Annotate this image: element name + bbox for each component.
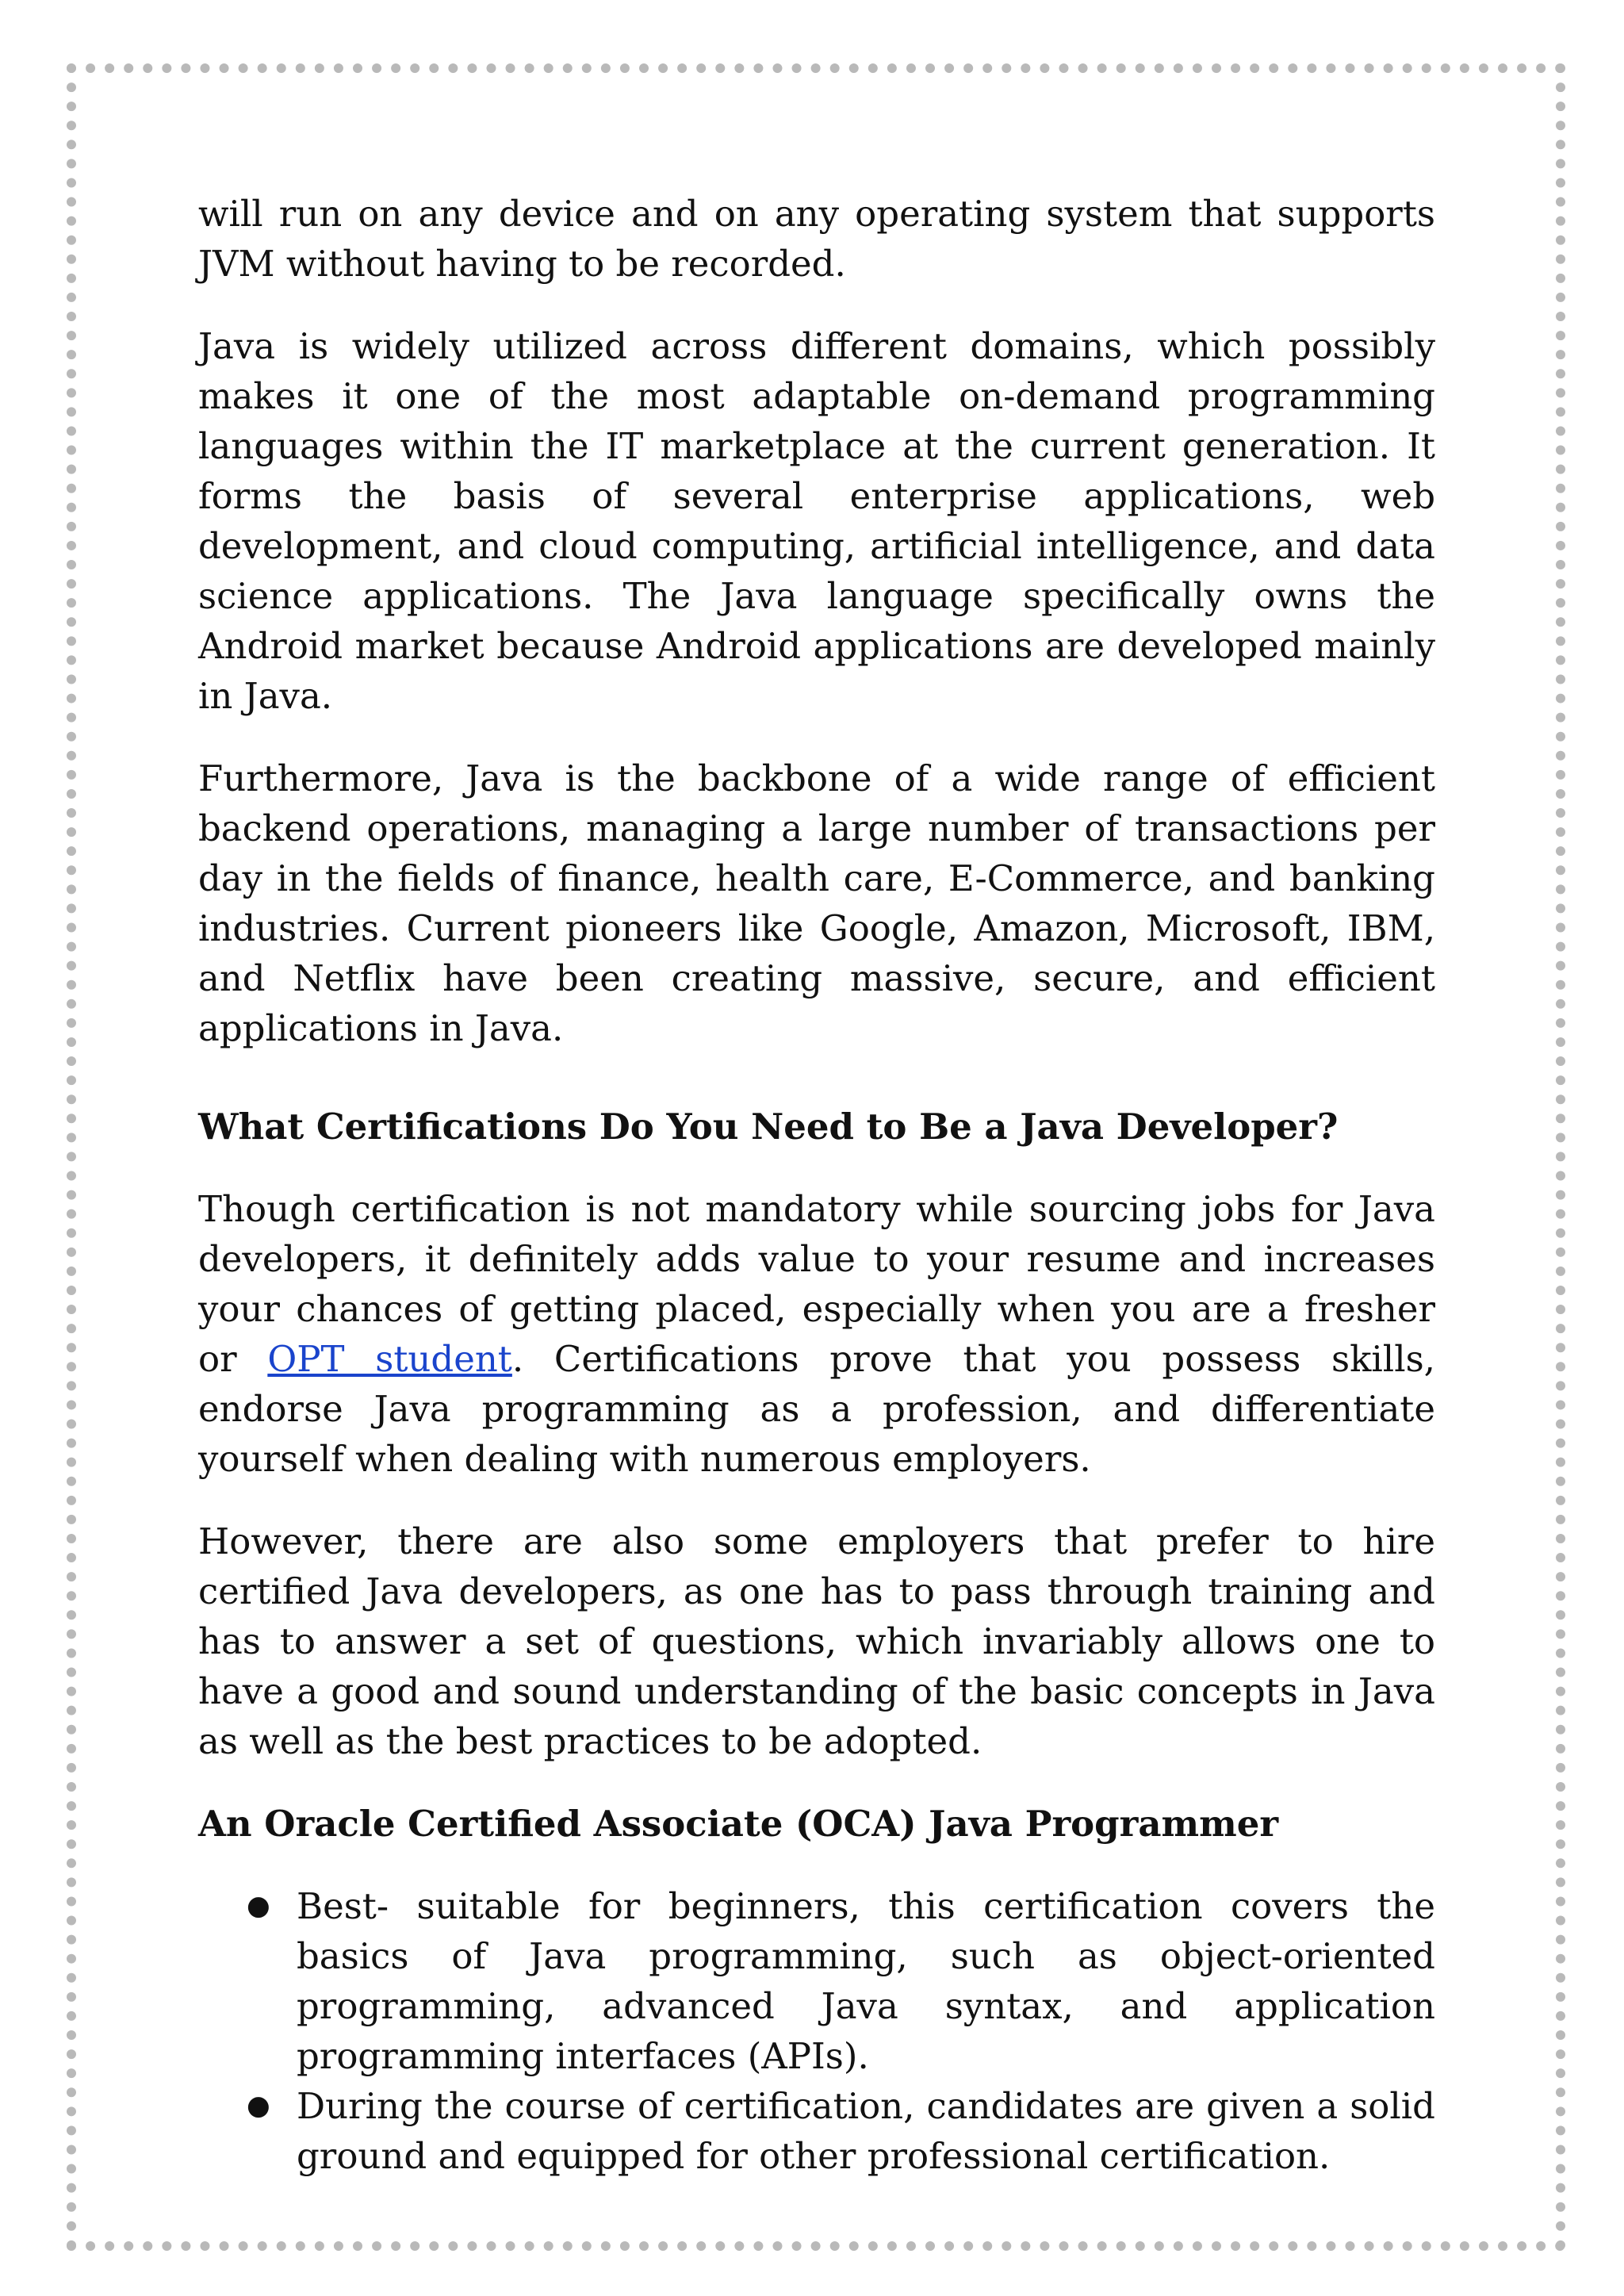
document-body	[198, 189, 1435, 2181]
paragraph-certification-text: Though certification is not mandatory while sourcing jobs for Java developers, it definitely adds value to your resume and increases your chances of getting placed, especially when you are a fresher or	[198, 1188, 1435, 1380]
paragraph-java-backend: Furthermore, Java is the backbone of a wide range of efficient backend operations, managing a large number of transactions per day in the fields of finance, health care, E-Commerce, and banking industries. Current pioneers like Google, Amazon, Microsoft, IBM, and Netflix have been creating massive, secure, and efficient applications in Java.	[198, 757, 1435, 1049]
paragraph-java-domains: Java is widely utilized across different domains, which possibly makes it one of the most adaptable on-demand programming languages within the IT marketplace at the current generation. It forms the basis of several enterprise applications, web development, and cloud computing, artificial intelligence, and data science applications. The Java language specifically owns the Android market because Android applications are developed mainly in Java.	[198, 325, 1435, 717]
opt-student-link[interactable]: OPT student	[267, 1338, 512, 1380]
oca-bullet-list	[198, 1881, 1435, 2181]
heading-oca: An Oracle Certified Associate (OCA) Java Programmer	[198, 1803, 1279, 1845]
oca-bullet-item: ● Best- suitable for beginners, this certification covers the basics of Java programming, such as object-oriented programming, advanced Java syntax, and application programming interfaces (APIs).	[297, 1881, 1435, 2081]
paragraph-certification-value	[198, 1184, 1435, 1484]
heading-certifications: What Certifications Do You Need to Be a Java Developer?	[198, 1106, 1339, 1148]
oca-bullet-item: ● During the course of certification, candidates are given a solid ground and equipped for other professional certification.	[297, 2081, 1435, 2181]
paragraph-certified-developers: However, there are also some employers that prefer to hire certified Java developers, as one has to pass through training and has to answer a set of questions, which invariably allows one to have a good and sound understanding of the basic concepts in Java as well as the best practices to be adopted.	[198, 1520, 1435, 1762]
paragraph-jvm: will run on any device and on any operating system that supports JVM without having to be recorded.	[198, 193, 1435, 285]
paragraph-certification-text-end: . Certifications prove that you possess skills, endorse Java programming as a profession, and differentiate yourself when dealing with numerous employers.	[198, 1338, 1435, 1480]
